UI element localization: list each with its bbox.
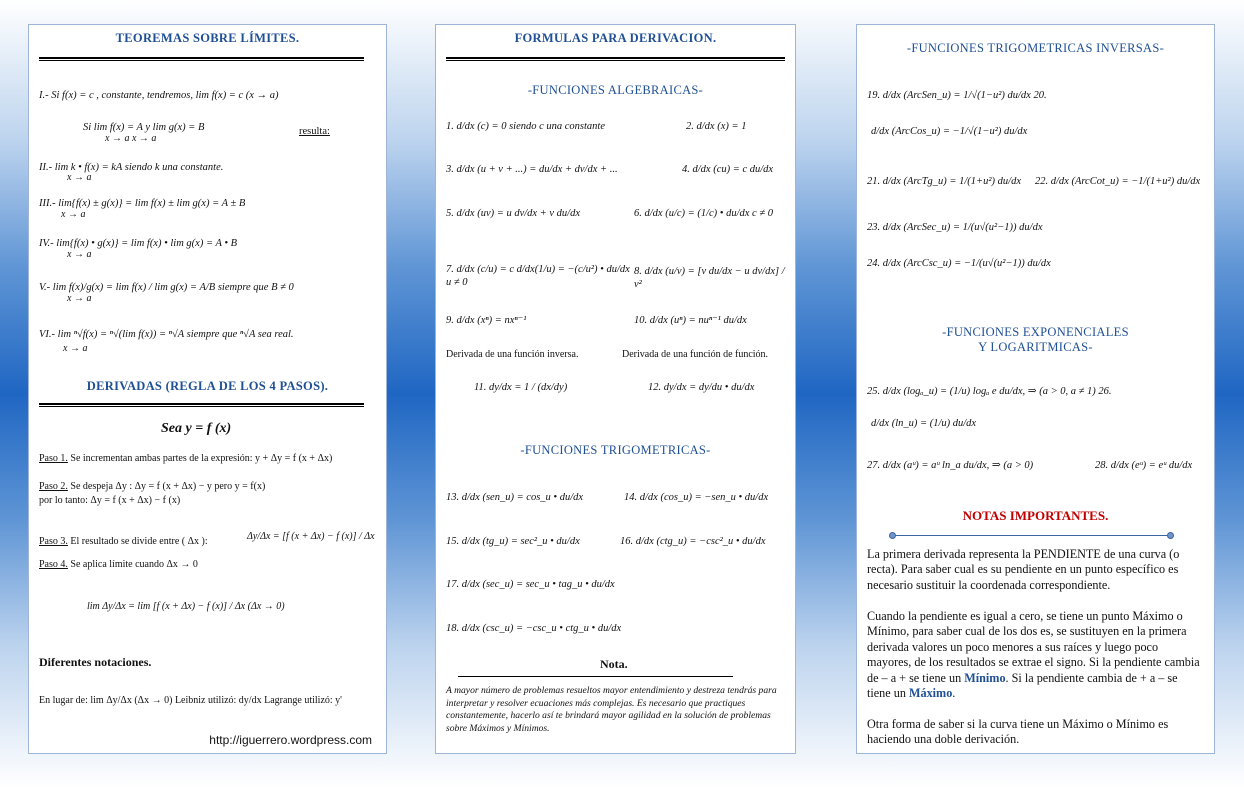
paso4-label: Paso 4. xyxy=(39,559,68,570)
algebraic-title: -FUNCIONES ALGEBRAICAS- xyxy=(527,83,704,97)
formula-18: 18. d/dx (csc_u) = −csc_u • ctg_u • du/dx xyxy=(446,623,622,634)
divider xyxy=(39,57,364,61)
theorem-6: VI.- lim ⁿ√f(x) = ⁿ√(lim f(x)) = ⁿ√A siempre que ⁿ√A sea real. xyxy=(39,329,294,340)
formula-21: 21. d/dx (ArcTg_u) = 1/(1+u²) du/dx xyxy=(867,176,1021,187)
paso2-text: Se despeja Δy : Δy = f (x + Δx) − y pero y = f(x) xyxy=(67,481,266,492)
minimo-word: Mínimo xyxy=(964,670,1006,685)
formula-15: 15. d/dx (tg_u) = sec²_u • du/dx xyxy=(446,536,580,547)
formula-14: 14. d/dx (cos_u) = −sen_u • du/dx xyxy=(624,492,769,503)
panel-derivation-formulas xyxy=(435,24,796,754)
limits-title: TEOREMAS SOBRE LÍMITES. xyxy=(115,31,300,45)
formula-24: 24. d/dx (ArcCsc_u) = −1/(u√(u²−1)) du/dx xyxy=(867,258,1051,269)
p2-text-b: . Si la pendiente cambia de + a – se tiene un xyxy=(867,670,1178,701)
theorem-1b-sub: x → a x → a xyxy=(105,133,157,144)
theorem-1b: Si lim f(x) = A y lim g(x) = B xyxy=(83,122,205,133)
divider xyxy=(446,57,785,61)
theorem-3: III.- lim{f(x) ± g(x)} = lim f(x) ± lim g(x) = A ± B xyxy=(39,198,246,209)
formula-12: 12. dy/dx = dy/du • du/dx xyxy=(648,382,755,393)
note-paragraph-1: La primera derivada representa la PENDIENTE de una curva (o recta). Para saber cual es su pendiente en un punto específico es necesario sustituir la coordenada correspondiente. xyxy=(867,547,1180,592)
inverse-label: Derivada de una función inversa. xyxy=(446,349,579,360)
divider xyxy=(39,403,364,407)
paso2-label: Paso 2. xyxy=(39,481,68,492)
divider-dot-right xyxy=(1167,532,1174,539)
formula-1: 1. d/dx (c) = 0 siendo c una constante xyxy=(446,121,606,132)
formula-8: 8. d/dx (u/v) = [v du/dx − u dv/dx] / v² xyxy=(634,266,785,291)
theorem-1: I.- Si f(x) = c , constante, tendremos, lim f(x) = c (x → a) xyxy=(39,90,279,101)
formula-16: 16. d/dx (ctg_u) = −csc²_u • du/dx xyxy=(620,536,766,547)
formula-10: 10. d/dx (uⁿ) = nuⁿ⁻¹ du/dx xyxy=(634,315,747,326)
divider-dot-left xyxy=(889,532,896,539)
formula-26: d/dx (ln_u) = (1/u) du/dx xyxy=(871,418,977,429)
footer-url[interactable]: http://iguerrero.wordpress.com xyxy=(209,733,372,747)
formula-25: 25. d/dx (logₐ_u) = (1/u) logₐ e du/dx, ⇒ (a > 0, a ≠ 1) 26. xyxy=(867,386,1112,397)
formula-28: 28. d/dx (eᵘ) = eᵘ du/dx xyxy=(1095,460,1193,471)
paso4-limit: lim Δy/Δx = lim [f (x + Δx) − f (x)] / Δx (Δx → 0) xyxy=(87,601,285,612)
formula-13: 13. d/dx (sen_u) = cos_u • du/dx xyxy=(446,492,584,503)
composite-label: Derivada de una función de función. xyxy=(622,349,769,360)
exp-title-2: Y LOGARITMICAS- xyxy=(978,340,1093,354)
trig-title: -FUNCIONES TRIGOMETRICAS- xyxy=(520,443,711,457)
note-title: Nota. xyxy=(600,657,628,671)
formula-2: 2. d/dx (x) = 1 xyxy=(686,121,747,132)
note-paragraph-3: Otra forma de saber si la curva tiene un Máximo o Mínimo es haciendo una doble derivación. xyxy=(867,717,1169,747)
theorem-2-sub: x → a xyxy=(67,172,92,183)
paso1-label: Paso 1. xyxy=(39,453,68,464)
formula-27: 27. d/dx (aᵘ) = aᵘ ln_a du/dx, ⇒ (a > 0) xyxy=(867,460,1034,471)
formula-5: 5. d/dx (uv) = u dv/dx + v du/dx xyxy=(446,208,581,219)
exp-title-1: -FUNCIONES EXPONENCIALES xyxy=(942,325,1129,339)
paso3-fraction: Δy/Δx = [f (x + Δx) − f (x)] / Δx xyxy=(247,531,375,542)
formula-19: 19. d/dx (ArcSen_u) = 1/√(1−u²) du/dx 20. xyxy=(867,90,1047,101)
formula-20: d/dx (ArcCos_u) = −1/√(1−u²) du/dx xyxy=(871,126,1028,137)
note-divider xyxy=(458,676,733,677)
theorem-2: II.- lim k • f(x) = kA siendo k una constante. xyxy=(39,162,224,173)
formula-3: 3. d/dx (u + v + ...) = du/dx + dv/dx + ... xyxy=(446,164,618,175)
p2-text-c: . xyxy=(952,686,956,701)
paso2b-text: por lo tanto: Δy = f (x + Δx) − f (x) xyxy=(39,495,181,506)
paso4-text: Se aplica límite cuando Δx → 0 xyxy=(67,559,198,570)
theorem-6-sub: x → a xyxy=(63,343,88,354)
theorem-5-sub: x → a xyxy=(67,293,92,304)
formula-6: 6. d/dx (u/c) = (1/c) • du/dx c ≠ 0 xyxy=(634,208,773,219)
paso3-label: Paso 3. xyxy=(39,536,68,547)
theorem-3-sub: x → a xyxy=(61,209,86,220)
formulas-title: FORMULAS PARA DERIVACION. xyxy=(514,31,717,45)
formula-9: 9. d/dx (xⁿ) = nxⁿ⁻¹ xyxy=(446,315,527,326)
notes-divider xyxy=(896,535,1168,536)
paso1-text: Se incrementan ambas partes de la expresión: y + Δy = f (x + Δx) xyxy=(67,453,333,464)
theorem-4-sub: x → a xyxy=(67,249,92,260)
notations-title: Diferentes notaciones. xyxy=(39,655,152,669)
paso3-text: El resultado se divide entre ( Δx ): xyxy=(67,536,208,547)
theorem-1b-result: resulta: xyxy=(299,126,330,137)
notations-text: En lugar de: lim Δy/Δx (Δx → 0) Leibniz utilizó: dy/dx Lagrange utilizó: y' xyxy=(39,695,342,706)
inverse-trig-title: -FUNCIONES TRIGOMETRICAS INVERSAS- xyxy=(906,41,1165,55)
panel-limits-theorems xyxy=(28,24,387,754)
p2-text-a: Cuando la pendiente es igual a cero, se tiene un punto Máximo o Mínimo, para saber cual de los dos es, se sustituyen en la primera derivada valores un poco menores a sus raíces y luego poco mayores, de los resultados se extrae el signo. Si la pendiente cambia de – a + se tiene un xyxy=(867,609,1200,685)
formula-4: 4. d/dx (cu) = c du/dx xyxy=(682,164,774,175)
derivatives-title: DERIVADAS (REGLA DE LOS 4 PASOS). xyxy=(86,379,329,393)
maximo-word: Máximo xyxy=(908,686,953,701)
panel-inverse-and-notes xyxy=(856,24,1215,754)
formula-17: 17. d/dx (sec_u) = sec_u • tag_u • du/dx xyxy=(446,579,615,590)
formula-11: 11. dy/dx = 1 / (dx/dy) xyxy=(474,382,568,393)
formula-23: 23. d/dx (ArcSec_u) = 1/(u√(u²−1)) du/dx xyxy=(867,222,1043,233)
note-paragraph-2 xyxy=(867,609,1204,701)
theorem-4: IV.- lim{f(x) • g(x)} = lim f(x) • lim g(x) = A • B xyxy=(39,238,238,249)
notes-title: NOTAS IMPORTANTES. xyxy=(962,508,1109,523)
formula-7: 7. d/dx (c/u) = c d/dx(1/u) = −(c/u²) • du/dx u ≠ 0 xyxy=(446,264,630,289)
formula-22: 22. d/dx (ArcCot_u) = −1/(1+u²) du/dx xyxy=(1035,176,1201,187)
theorem-5: V.- lim f(x)/g(x) = lim f(x) / lim g(x) = A/B siempre que B ≠ 0 xyxy=(39,282,294,293)
note-text: A mayor número de problemas resueltos mayor entendimiento y destreza tendrás para interpretar y resolver ecuaciones más complejas. Es necesario que practiques constantemente, hacerlo así te brindará mayor agilidad en la solución de problemas sobre Máximos y Mínimos. xyxy=(446,685,777,734)
sea-formula: Sea y = f (x) xyxy=(161,421,232,436)
